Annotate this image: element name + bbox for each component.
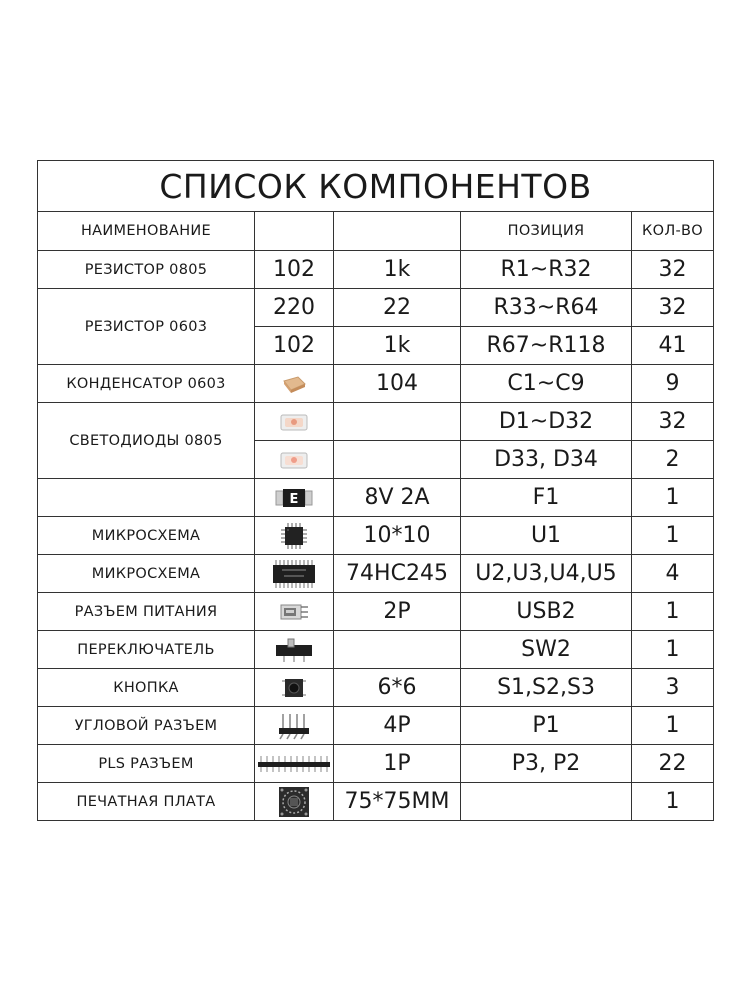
component-name: ПЕРЕКЛЮЧАТЕЛЬ <box>38 631 255 669</box>
component-name: РЕЗИСТОР 0603 <box>38 289 255 365</box>
component-qty: 4 <box>632 555 714 593</box>
component-position: S1,S2,S3 <box>461 669 632 707</box>
header-position: ПОЗИЦИЯ <box>461 212 632 251</box>
component-qty: 1 <box>632 517 714 555</box>
component-value <box>334 631 461 669</box>
component-qty: 1 <box>632 479 714 517</box>
component-position: U2,U3,U4,U5 <box>461 555 632 593</box>
component-code: 102 <box>255 251 334 289</box>
component-name: КОНДЕНСАТОР 0603 <box>38 365 255 403</box>
component-qty: 41 <box>632 327 714 365</box>
table-row <box>38 631 714 669</box>
component-qty: 1 <box>632 631 714 669</box>
table-row <box>38 365 714 403</box>
qfp-chip-icon <box>279 522 309 550</box>
component-image-cell <box>255 745 334 783</box>
component-image-cell <box>255 555 334 593</box>
led-icon <box>277 447 311 473</box>
component-value: 1k <box>334 251 461 289</box>
component-position: R1~R32 <box>461 251 632 289</box>
usb-connector-icon <box>277 599 311 625</box>
component-position <box>461 783 632 821</box>
component-value: 74HC245 <box>334 555 461 593</box>
component-image-cell <box>255 365 334 403</box>
component-name: РЕЗИСТОР 0805 <box>38 251 255 289</box>
led-icon <box>277 409 311 435</box>
table-row <box>38 403 714 441</box>
table-row <box>38 707 714 745</box>
angled-header-icon <box>274 712 314 740</box>
component-qty: 1 <box>632 593 714 631</box>
component-image-cell <box>255 517 334 555</box>
table-row <box>38 479 714 517</box>
header-col3 <box>334 212 461 251</box>
table-row <box>38 517 714 555</box>
component-name: СВЕТОДИОДЫ 0805 <box>38 403 255 479</box>
table-title: СПИСОК КОМПОНЕНТОВ <box>38 161 714 212</box>
component-value: 8V 2A <box>334 479 461 517</box>
component-image-cell <box>255 441 334 479</box>
table-row <box>38 251 714 289</box>
component-value: 22 <box>334 289 461 327</box>
component-image-cell <box>255 783 334 821</box>
component-value: 1P <box>334 745 461 783</box>
component-position: USB2 <box>461 593 632 631</box>
component-name: УГЛОВОЙ РАЗЪЕМ <box>38 707 255 745</box>
component-qty: 9 <box>632 365 714 403</box>
component-image-cell <box>255 403 334 441</box>
component-name <box>38 479 255 517</box>
component-name: КНОПКА <box>38 669 255 707</box>
component-position: C1~C9 <box>461 365 632 403</box>
component-value: 104 <box>334 365 461 403</box>
component-qty: 32 <box>632 403 714 441</box>
component-position: U1 <box>461 517 632 555</box>
pcb-board-icon <box>278 786 310 818</box>
slide-switch-icon <box>272 636 316 664</box>
table-row <box>38 745 714 783</box>
component-value: 75*75MM <box>334 783 461 821</box>
component-image-cell <box>255 593 334 631</box>
component-image-cell <box>255 707 334 745</box>
table-row <box>38 783 714 821</box>
table-row <box>38 593 714 631</box>
component-code: 102 <box>255 327 334 365</box>
svg-text:E: E <box>289 491 299 507</box>
component-qty: 1 <box>632 707 714 745</box>
component-qty: 3 <box>632 669 714 707</box>
pin-header-icon <box>257 753 331 775</box>
component-qty: 32 <box>632 251 714 289</box>
fuse-icon <box>273 486 315 510</box>
component-position: SW2 <box>461 631 632 669</box>
component-qty: 2 <box>632 441 714 479</box>
component-name: ПЕЧАТНАЯ ПЛАТА <box>38 783 255 821</box>
table-row <box>38 669 714 707</box>
table-row <box>38 289 714 327</box>
component-position: R67~R118 <box>461 327 632 365</box>
component-value: 6*6 <box>334 669 461 707</box>
component-value: 10*10 <box>334 517 461 555</box>
component-image-cell <box>255 669 334 707</box>
component-qty: 22 <box>632 745 714 783</box>
header-qty: КОЛ-ВО <box>632 212 714 251</box>
component-position: R33~R64 <box>461 289 632 327</box>
component-value <box>334 403 461 441</box>
components-table <box>37 160 714 821</box>
component-image-cell <box>255 631 334 669</box>
component-position: P1 <box>461 707 632 745</box>
component-value: 1k <box>334 327 461 365</box>
component-position: P3, P2 <box>461 745 632 783</box>
header-name: НАИМЕНОВАНИЕ <box>38 212 255 251</box>
component-position: F1 <box>461 479 632 517</box>
component-name: РАЗЪЕМ ПИТАНИЯ <box>38 593 255 631</box>
tact-button-icon <box>280 674 308 702</box>
component-qty: 1 <box>632 783 714 821</box>
table-row <box>38 555 714 593</box>
component-name: МИКРОСХЕМА <box>38 517 255 555</box>
capacitor-icon <box>279 372 309 396</box>
header-col2 <box>255 212 334 251</box>
component-qty: 32 <box>632 289 714 327</box>
component-image-cell <box>255 479 334 517</box>
component-position: D33, D34 <box>461 441 632 479</box>
component-code: 220 <box>255 289 334 327</box>
header-row <box>38 212 714 251</box>
component-value: 4P <box>334 707 461 745</box>
component-position: D1~D32 <box>461 403 632 441</box>
component-name: МИКРОСХЕМА <box>38 555 255 593</box>
component-value <box>334 441 461 479</box>
component-value: 2P <box>334 593 461 631</box>
soic-chip-icon <box>270 559 318 589</box>
title-row <box>38 161 714 212</box>
component-name: PLS РАЗЪЕМ <box>38 745 255 783</box>
